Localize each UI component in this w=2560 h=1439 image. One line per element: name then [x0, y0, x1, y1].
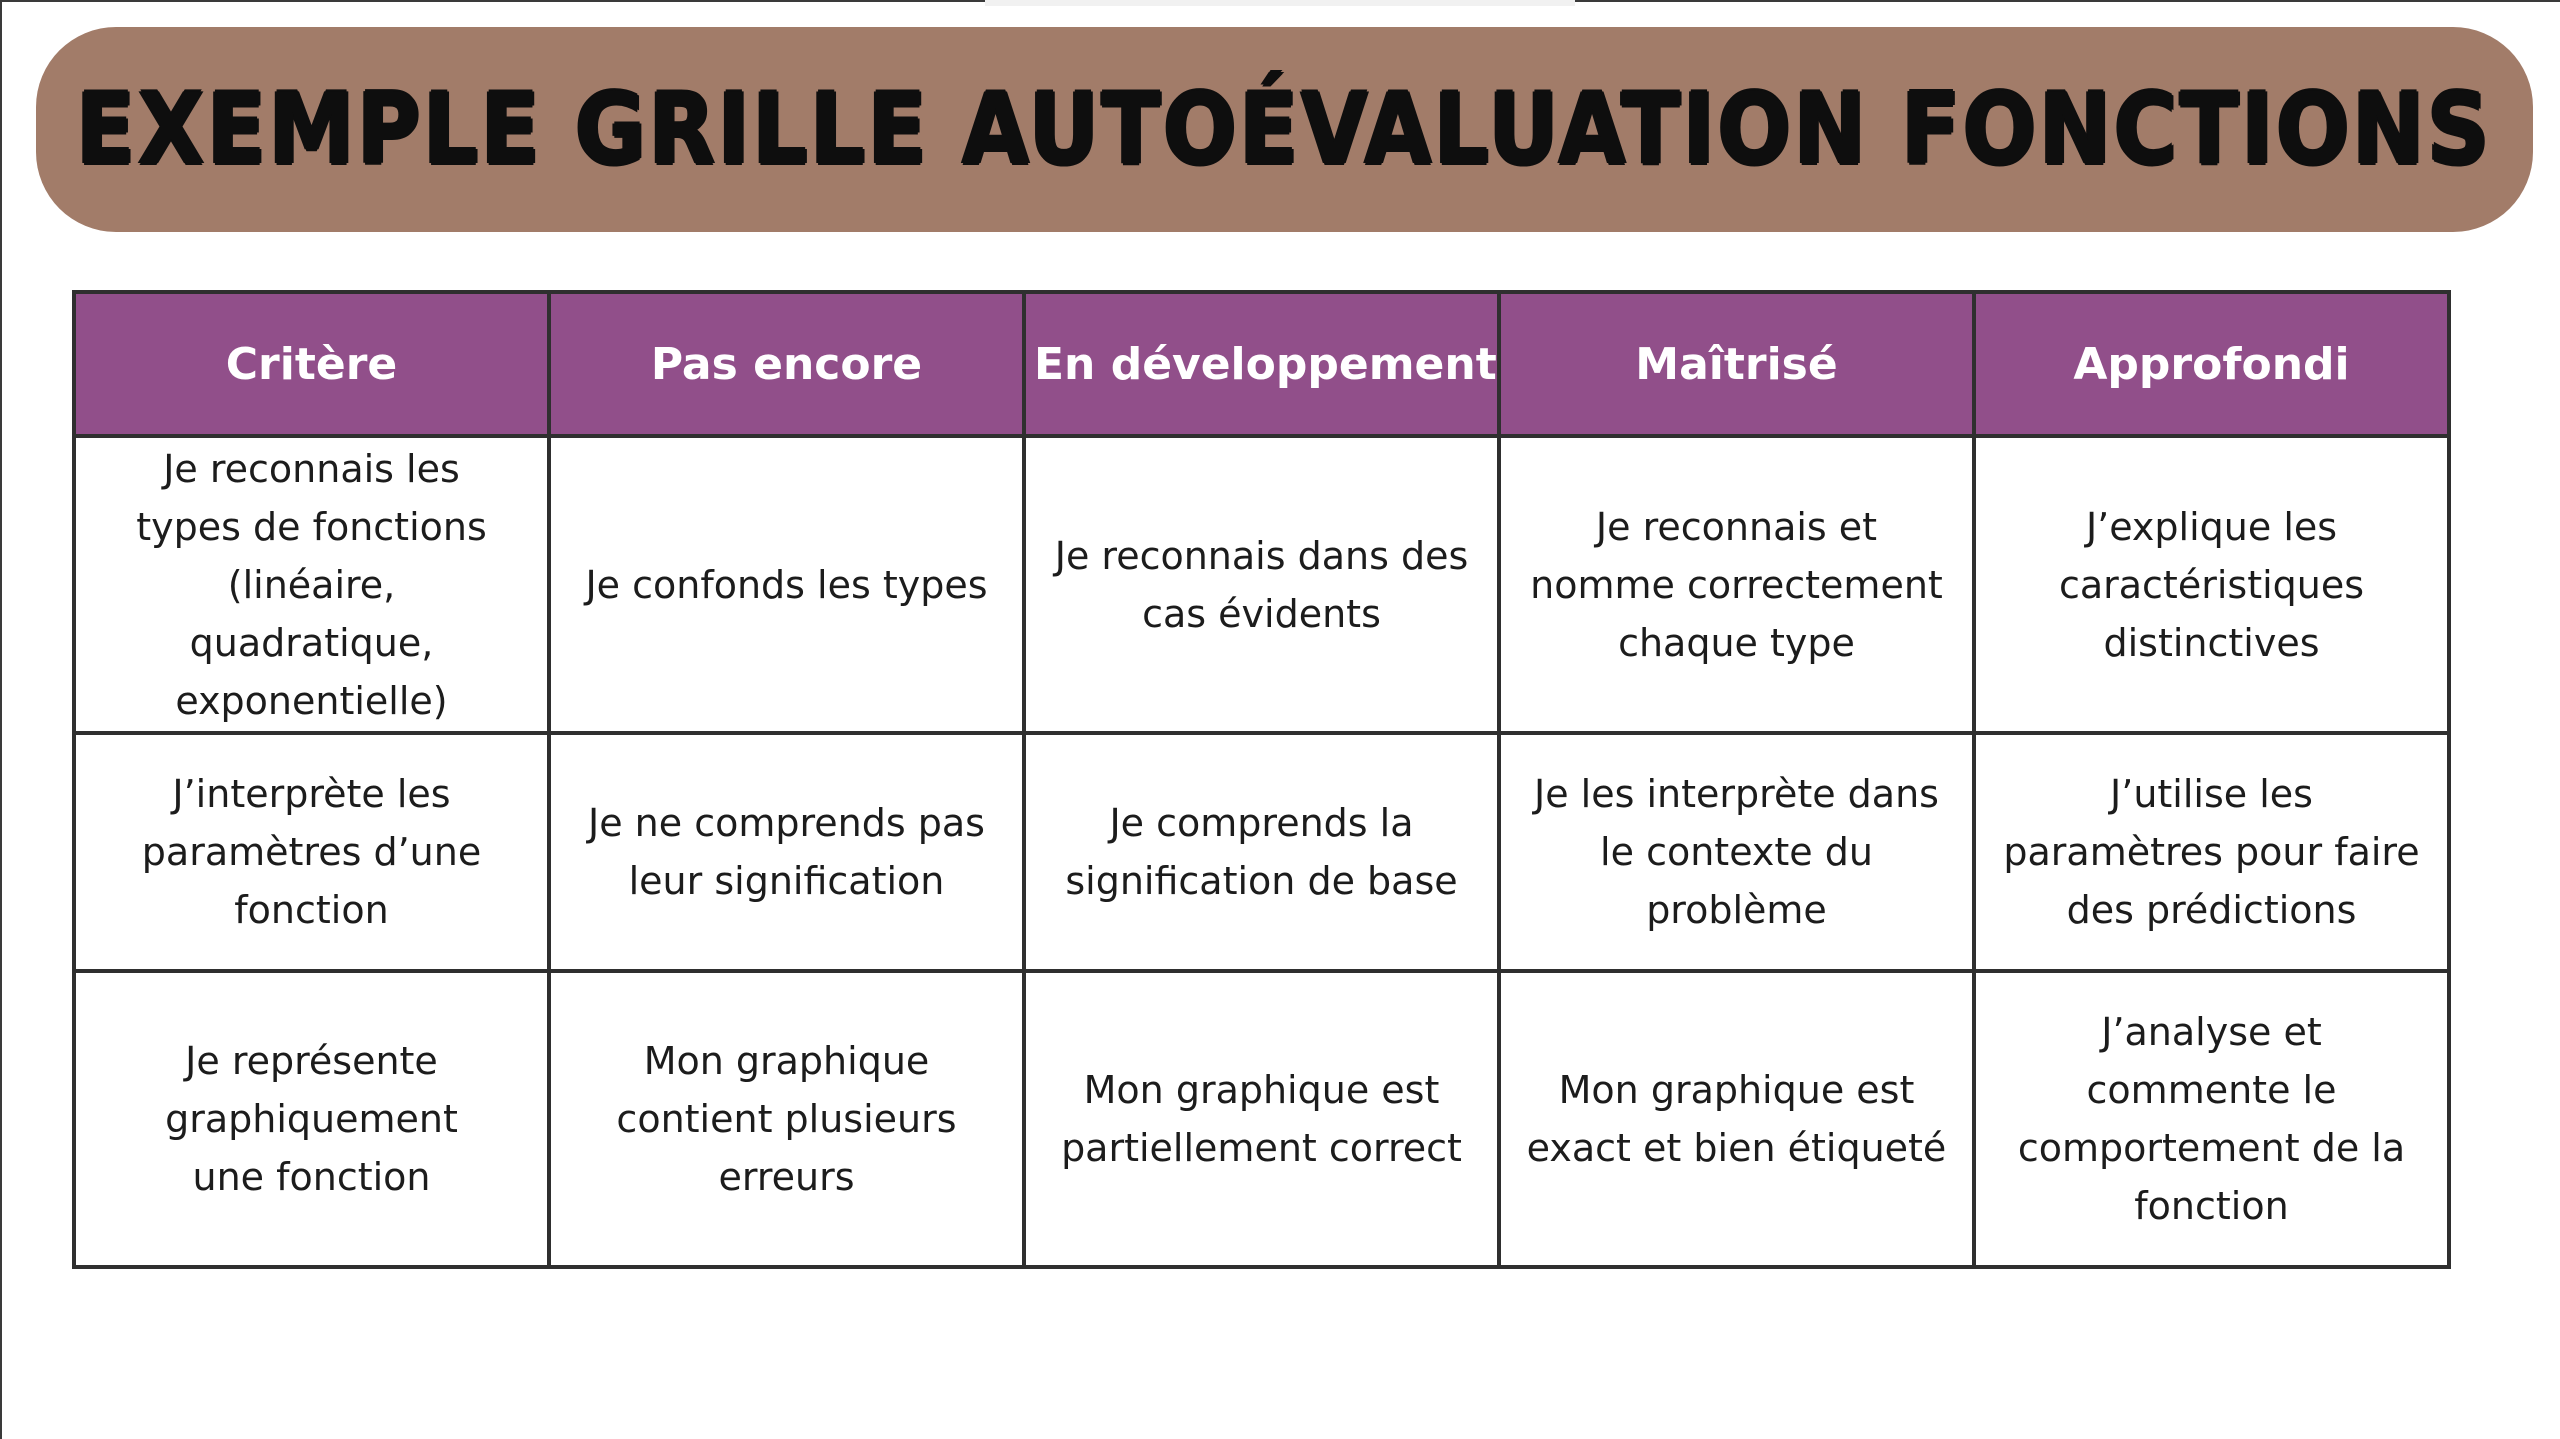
level-cell-mastered: Mon graphique est exact et bien étiqueté [1499, 971, 1974, 1267]
level-cell-mastered: Je les interprète dans le contexte du problème [1499, 733, 1974, 971]
header-mastered: Maîtrisé [1499, 292, 1974, 436]
header-developing: En développement [1024, 292, 1499, 436]
rubric-table [72, 290, 2451, 1269]
level-cell-developing: Mon graphique est partiellement correct [1024, 971, 1499, 1267]
page-title: EXEMPLE GRILLE AUTOÉVALUATION FONCTIONS [76, 72, 2493, 187]
level-cell-advanced: J’analyse et commente le comportement de la fonction [1974, 971, 2449, 1267]
level-cell-advanced: J’explique les caractéristiques distinctives [1974, 436, 2449, 733]
level-cell-not-yet: Je confonds les types [549, 436, 1024, 733]
criterion-cell: Je reconnais les types de fonctions (linéaire, quadratique, exponentielle) [74, 436, 549, 733]
level-cell-developing: Je comprends la signification de base [1024, 733, 1499, 971]
header-not-yet: Pas encore [549, 292, 1024, 436]
header-criterion: Critère [74, 292, 549, 436]
table-row [74, 971, 2449, 1267]
criterion-cell: Je représente graphiquement une fonction [74, 971, 549, 1267]
level-cell-advanced: J’utilise les paramètres pour faire des prédictions [1974, 733, 2449, 971]
level-cell-developing: Je reconnais dans des cas évidents [1024, 436, 1499, 733]
criterion-cell: J’interprète les paramètres d’une fonction [74, 733, 549, 971]
level-cell-not-yet: Mon graphique contient plusieurs erreurs [549, 971, 1024, 1267]
table-row [74, 733, 2449, 971]
header-row [74, 292, 2449, 436]
level-cell-mastered: Je reconnais et nomme correctement chaque type [1499, 436, 1974, 733]
title-banner [36, 27, 2533, 232]
top-edge-highlight [985, 0, 1575, 6]
table-row [74, 436, 2449, 733]
level-cell-not-yet: Je ne comprends pas leur signification [549, 733, 1024, 971]
header-advanced: Approfondi [1974, 292, 2449, 436]
